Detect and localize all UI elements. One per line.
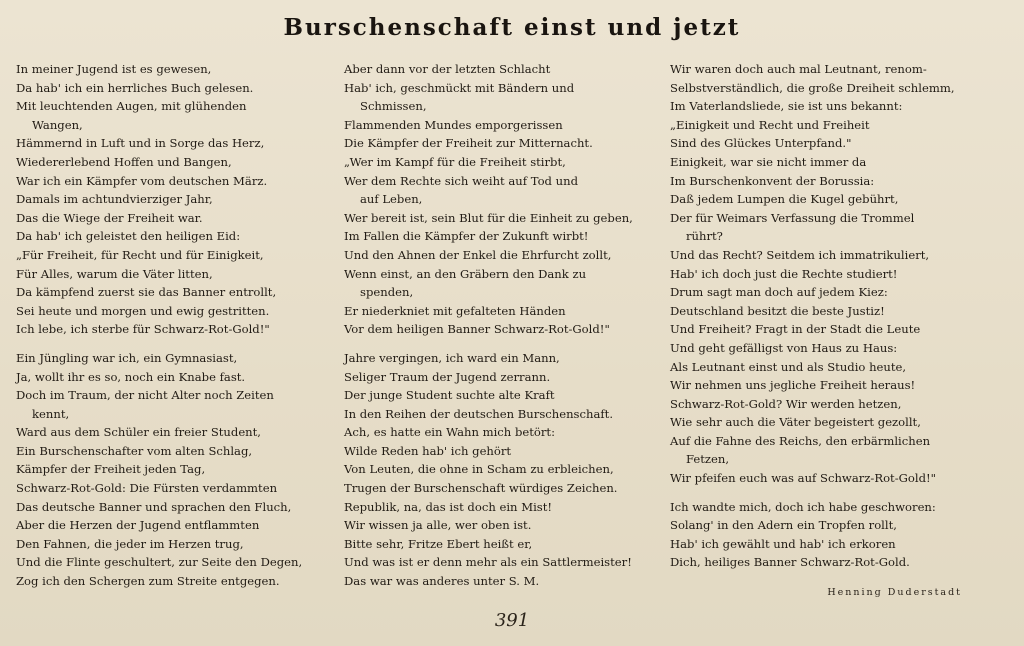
poem-line: Kämpfer der Freiheit jeden Tag, <box>16 462 206 477</box>
poem-line: Trugen der Burschenschaft würdiges Zeichen. <box>344 481 618 496</box>
poem-line: Ach, es hatte ein Wahn mich betört: <box>344 425 555 440</box>
poem-line: Im Vaterlandsliede, sie ist uns bekannt: <box>670 99 903 114</box>
poem-line: „Wer im Kampf für die Freiheit stirbt, <box>344 154 566 169</box>
poem-line: spenden, <box>360 285 414 300</box>
poem-line: Flammenden Mundes emporgerissen <box>344 117 563 132</box>
poem-line: Wangen, <box>32 117 83 132</box>
author-signature: Henning Duderstadt <box>827 587 962 598</box>
poem-line: Im Fallen die Kämpfer der Zukunft wirbt! <box>344 229 589 244</box>
poem-line: Das die Wiege der Freiheit war. <box>16 210 203 225</box>
poem-line: Wer dem Rechte sich weiht auf Tod und <box>344 173 579 188</box>
poem-line: Im Burschenkonvent der Borussia: <box>670 173 875 188</box>
poem-line: Vor dem heiligen Banner Schwarz-Rot-Gold!" <box>344 322 610 337</box>
stanza <box>344 349 652 591</box>
poem-line: Deutschland besitzt die beste Justiz! <box>670 303 885 318</box>
poem-line: Aber die Herzen der Jugend entflammten <box>16 518 260 533</box>
poem-line: Wer bereit ist, sein Blut für die Einheit zu geben, <box>344 210 633 225</box>
stanza <box>344 60 652 339</box>
poem-line: Die Kämpfer der Freiheit zur Mitternacht. <box>344 136 593 151</box>
poem-line: Hab' ich, geschmückt mit Bändern und <box>344 80 575 95</box>
poem-line: Wie sehr auch die Väter begeistert gezollt, <box>670 415 921 430</box>
poem-line: Mit leuchtenden Augen, mit glühenden <box>16 99 247 114</box>
poem-line: Und was ist er denn mehr als ein Sattlermeister! <box>344 555 632 570</box>
stanza <box>16 349 322 591</box>
poem-line: Einigkeit, war sie nicht immer da <box>670 154 867 169</box>
poem-line: Und geht gefälligst von Haus zu Haus: <box>670 340 898 355</box>
poem-line: Bitte sehr, Fritze Ebert heißt er, <box>344 536 533 551</box>
poem-line: Das war was anderes unter S. M. <box>344 574 540 589</box>
poem-line: Republik, na, das ist doch ein Mist! <box>344 499 553 514</box>
stanza <box>670 498 976 572</box>
poem-line: Daß jedem Lumpen die Kugel gebührt, <box>670 192 899 207</box>
poem-line: Auf die Fahne des Reichs, den erbärmlichen <box>670 433 931 448</box>
poem-line: Für Alles, warum die Väter litten, <box>16 266 213 281</box>
poem-line: Als Leutnant einst und als Studio heute, <box>670 359 907 374</box>
poem-line: Dich, heiliges Banner Schwarz-Rot-Gold. <box>670 555 910 570</box>
poem-line: Ja, wollt ihr es so, noch ein Knabe fast. <box>16 369 246 384</box>
stanza <box>16 60 322 339</box>
poem-line: Der junge Student suchte alte Kraft <box>344 388 555 403</box>
page-number: 391 <box>494 610 530 631</box>
poem-line: Von Leuten, die ohne in Scham zu erbleichen, <box>344 462 614 477</box>
poem-line: Ein Jüngling war ich, ein Gymnasiast, <box>16 350 238 365</box>
poem-line: Drum sagt man doch auf jedem Kiez: <box>670 285 888 300</box>
column-2 <box>344 60 652 601</box>
poem-line: Damals im achtundvierziger Jahr, <box>16 192 213 207</box>
poem-line: Hämmernd in Luft und in Sorge das Herz, <box>16 136 265 151</box>
poem-line: Hab' ich doch just die Rechte studiert! <box>670 266 898 281</box>
poem-line: Ein Burschenschafter vom alten Schlag, <box>16 443 253 458</box>
poem-line: In den Reihen der deutschen Burschenschaft. <box>344 406 614 421</box>
poem-line: Und die Flinte geschultert, zur Seite den Degen, <box>16 555 303 570</box>
poem-line: Jahre vergingen, ich ward ein Mann, <box>344 350 560 365</box>
poem-line: Schmissen, <box>360 99 427 114</box>
poem-line: Schwarz-Rot-Gold? Wir werden hetzen, <box>670 396 902 411</box>
poem-line: Den Fahnen, die jeder im Herzen trug, <box>16 536 244 551</box>
column-1 <box>16 60 322 601</box>
poem-line: Wenn einst, an den Gräbern den Dank zu <box>344 266 587 281</box>
poem-line: Ich lebe, ich sterbe für Schwarz-Rot-Gold!" <box>16 322 270 337</box>
poem-line: Und Freiheit? Fragt in der Stadt die Leute <box>670 322 921 337</box>
poem-line: Solang' in den Adern ein Tropfen rollt, <box>670 518 897 533</box>
poem-line: Der für Weimars Verfassung die Trommel <box>670 210 915 225</box>
column-3 <box>670 60 976 582</box>
poem-line: „Für Freiheit, für Recht und für Einigkeit, <box>16 247 264 262</box>
poem-line: Wir nehmen uns jegliche Freiheit heraus! <box>670 378 916 393</box>
poem-line: Fetzen, <box>686 452 730 467</box>
poem-line: Da kämpfend zuerst sie das Banner entrollt, <box>16 285 277 300</box>
poem-line: Zog ich den Schergen zum Streite entgegen. <box>16 574 280 589</box>
poem-line: Das deutsche Banner und sprachen den Fluch, <box>16 499 292 514</box>
poem-line: Hab' ich gewählt und hab' ich erkoren <box>670 536 896 551</box>
poem-line: In meiner Jugend ist es gewesen, <box>16 62 212 76</box>
poem-title: Burschenschaft einst und jetzt <box>283 14 741 41</box>
poem-line: Seliger Traum der Jugend zerrann. <box>344 369 551 384</box>
poem-line: Aber dann vor der letzten Schlacht <box>344 62 551 76</box>
poem-line: War ich ein Kämpfer vom deutschen März. <box>16 173 268 188</box>
poem-line: Ich wandte mich, doch ich habe geschworen: <box>670 499 936 514</box>
poem-line: Sei heute und morgen und ewig gestritten. <box>16 303 270 318</box>
poem-line: Selbstverständlich, die große Dreiheit schlemm, <box>670 80 955 95</box>
poem-line: Wiedererlebend Hoffen und Bangen, <box>16 154 232 169</box>
poem-line: Doch im Traum, der nicht Alter noch Zeiten <box>16 388 274 403</box>
poem-line: kennt, <box>32 406 70 421</box>
stanza <box>670 60 976 488</box>
poem-line: Wilde Reden hab' ich gehört <box>344 443 512 458</box>
poem-line: „Einigkeit und Recht und Freiheit <box>670 117 870 132</box>
poem-line: Wir wissen ja alle, wer oben ist. <box>344 518 532 533</box>
poem-line: Er niederkniet mit gefalteten Händen <box>344 303 566 318</box>
poem-line: rührt? <box>686 229 723 244</box>
poem-line: auf Leben, <box>360 192 423 207</box>
poem-line: Da hab' ich ein herrliches Buch gelesen. <box>16 80 254 95</box>
poem-line: Wir pfeifen euch was auf Schwarz-Rot-Gold!" <box>670 471 936 486</box>
poem-line: Sind des Glückes Unterpfand." <box>670 136 852 151</box>
poem-line: Und den Ahnen der Enkel die Ehrfurcht zollt, <box>344 247 612 262</box>
poem-line: Da hab' ich geleistet den heiligen Eid: <box>16 229 241 244</box>
poem-line: Wir waren doch auch mal Leutnant, renom- <box>670 62 927 76</box>
poem-line: Schwarz-Rot-Gold: Die Fürsten verdammten <box>16 481 278 496</box>
poem-line: Ward aus dem Schüler ein freier Student, <box>16 425 261 440</box>
poem-line: Und das Recht? Seitdem ich immatrikuliert, <box>670 247 930 262</box>
